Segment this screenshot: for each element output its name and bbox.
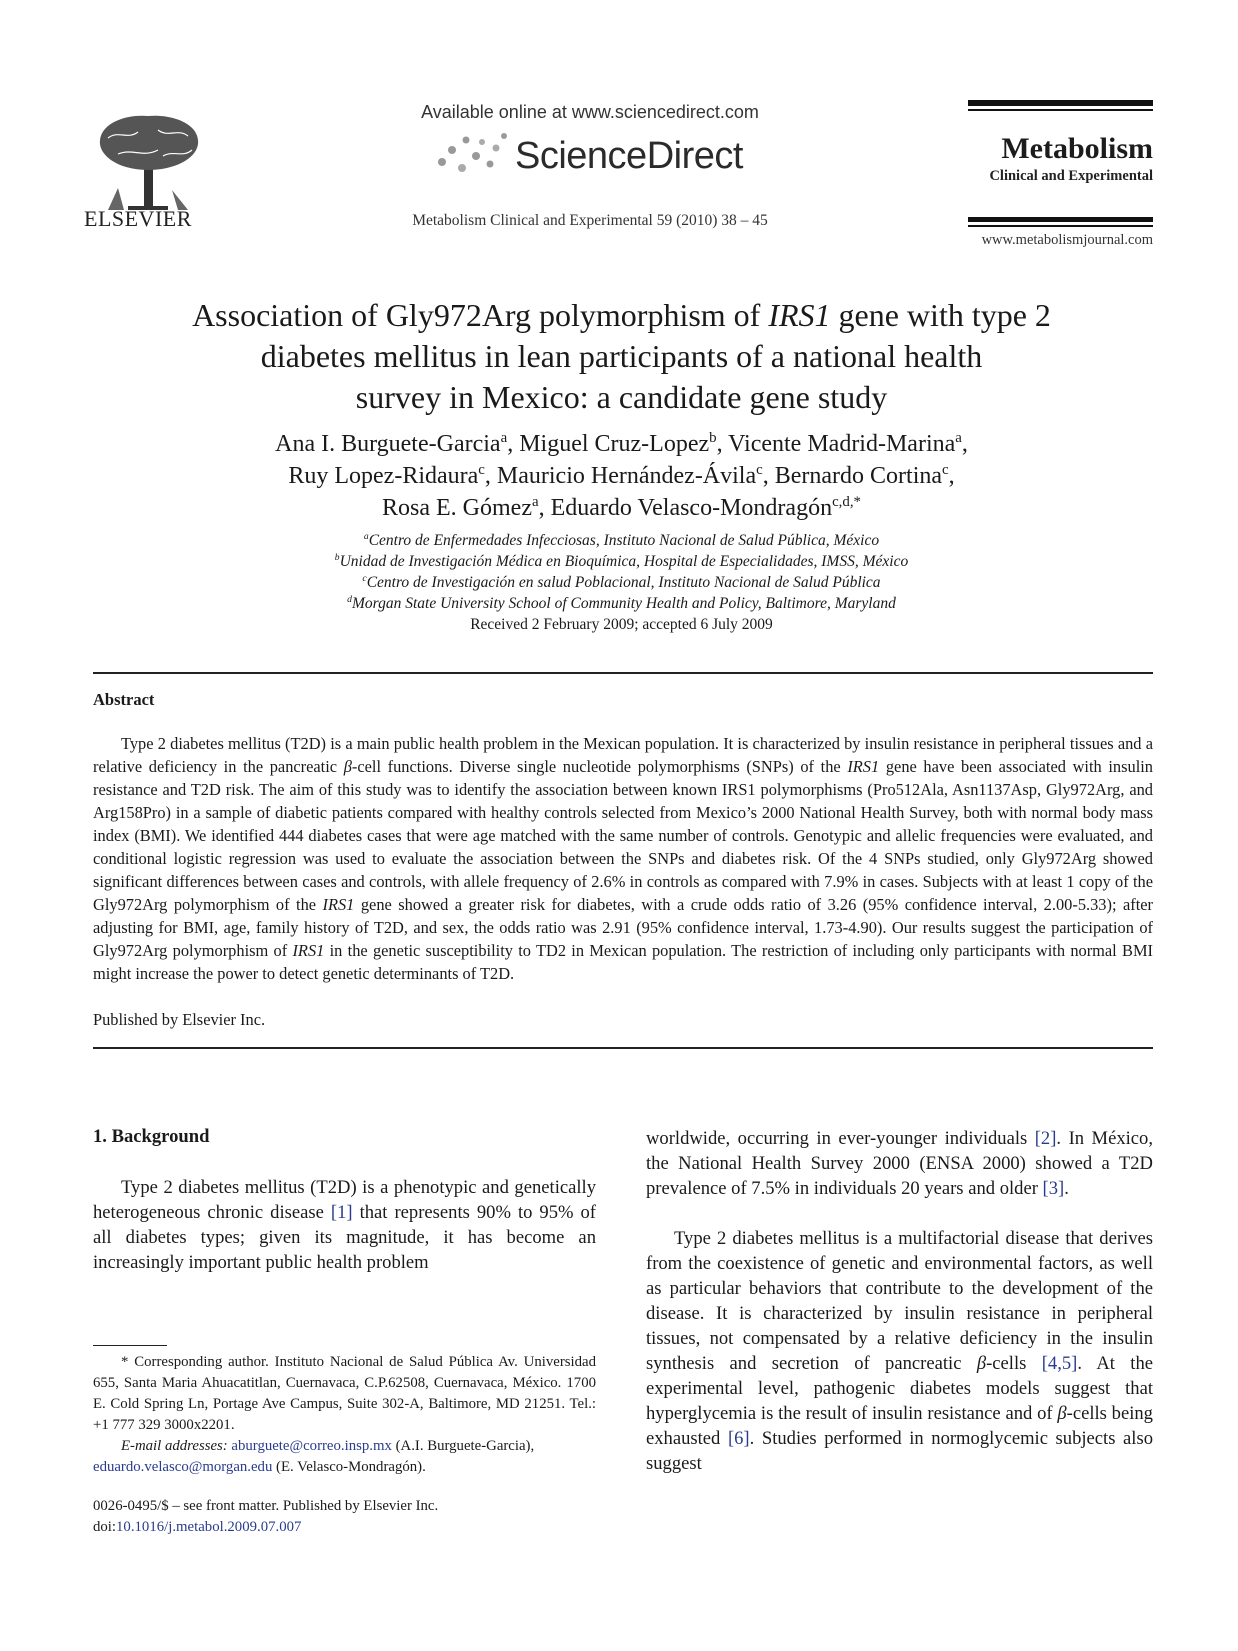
body-paragraph: worldwide, occurring in ever-younger individuals [2]. In México, the National Health Survey 2000 (ENSA 2000) showed a T2D prevalence of 7.5% in individuals 20 years and older [3]. xyxy=(646,1128,1153,1199)
front-matter xyxy=(93,1496,438,1538)
doi-line: doi:10.1016/j.metabol.2009.07.007 xyxy=(93,1519,302,1535)
email-link[interactable]: eduardo.velasco@morgan.edu xyxy=(93,1459,273,1475)
affiliation: $^b$Unidad de Investigación Médica en Bioquímica, Hospital de Especialidades, IMSS, México xyxy=(334,551,909,570)
corresponding-author-note: * Corresponding author. Instituto Nacional de Salud Pública Av. Universidad 655, Santa Maria Ahuacatitlan, Cuernavaca, C.P.62508, Cuernavaca, México. 1700 E. Cold Spring Ln, Portage Ave Campus, Suite 302-A, Baltimore, MD 21251. Tel.: +1 777 329 3000x2201. xyxy=(93,1354,596,1433)
journal-rule xyxy=(968,217,1153,222)
abstract-text: Type 2 diabetes mellitus (T2D) is a main public health problem in the Mexican population. It is characterized by insulin resistance in peripheral tissues and a relative deficiency in the pancreatic β-cell functions. Diverse single nucleotide polymorphisms (SNPs) of the IRS1 gene have been associated with insulin resistance and T2D risk. The aim of this study was to identify the association between known IRS1 polymorphisms (Pro512Ala, Asn1137Asp, Gly972Arg, and Arg158Pro) in a sample of diabetic patients compared with healthy controls selected from Mexico’s 2000 National Health Survey, both with normal body mass index (BMI). We identified 444 diabetes cases that were age matched with the same number of controls. Genotypic and allelic frequencies were evaluated, and conditional logistic regression was used to evaluate the association between the SNPs and diabetes risk. Of the 4 SNPs studied, only Gly972Arg showed significant differences between cases and controls, with allele frequency of 2.6% in controls as compared with 7.9% in cases. Subjects with at least 1 copy of the Gly972Arg polymorphism of the IRS1 gene showed a greater risk for diabetes, with a crude odds ratio of 3.26 (95% confidence interval, 2.00-5.33); after adjusting for BMI, age, family history of T2D, and sex, the odds ratio was 2.91 (95% confidence interval, 1.73-4.90). Our results suggest the participation of Gly972Arg polymorphism of IRS1 in the genetic susceptibility to TD2 in Mexican population. The restriction of including only participants with normal BMI might increase the power to detect genetic determinants of T2D. xyxy=(93,734,1154,983)
body-paragraph: Type 2 diabetes mellitus (T2D) is a phenotypic and genetically heterogeneous chronic disease [1] that represents 90% to 95% of all diabetes types; given its magnitude, it has become an increasingly important public health problem xyxy=(93,1177,597,1273)
citation-link[interactable]: [4,5] xyxy=(1041,1353,1078,1374)
section-rule xyxy=(93,672,1153,674)
footnote-rule xyxy=(93,1345,167,1346)
affiliation: $^d$Morgan State University School of Community Health and Policy, Baltimore, Maryland xyxy=(347,593,896,612)
author: Bernardo Cortina xyxy=(774,463,943,489)
section-rule xyxy=(93,1047,1153,1049)
issn-line: 0026-0495/$ – see front matter. Published by Elsevier Inc. xyxy=(93,1498,439,1514)
available-online-text: Available online at www.sciencedirect.com xyxy=(421,102,759,122)
journal-url[interactable]: www.metabolismjournal.com xyxy=(981,232,1153,248)
author: Miguel Cruz-Lopez xyxy=(519,431,710,457)
author: Mauricio Hernández-Ávila xyxy=(496,463,757,489)
journal-subtitle: Clinical and Experimental xyxy=(989,168,1153,184)
elsevier-wordmark: ELSEVIER xyxy=(84,206,192,231)
journal-rule xyxy=(968,225,1153,227)
email-addresses: E-mail addresses: aburguete@correo.insp.mx (A.I. Burguete-Garcia), eduardo.velasco@morgan.edu (E. Velasco-Mondragón). xyxy=(93,1438,535,1475)
abstract-publisher: Published by Elsevier Inc. xyxy=(93,1010,266,1029)
author: Vicente Madrid-Marina xyxy=(728,431,956,457)
author: Ruy Lopez-Ridaura xyxy=(288,463,479,489)
received-dates: Received 2 February 2009; accepted 6 July 2009 xyxy=(470,616,773,633)
affiliation: $^c$Centro de Investigación en salud Poblacional, Instituto Nacional de Salud Pública xyxy=(362,572,881,591)
body-paragraph: Type 2 diabetes mellitus is a multifactorial disease that derives from the coexistence of genetic and environmental factors, as well as particular behaviors that contribute to the development of the disease. It is characterized by insulin resistance in peripheral tissues, not compensated by a relative deficiency in the insulin synthesis and secretion of pancreatic β-cells [4,5]. At the experimental level, pathogenic diabetes models suggest that hyperglycemia is the result of insulin resistance and of β-cells being exhausted [6]. Studies performed in normoglycemic subjects also suggest xyxy=(646,1228,1153,1474)
abstract-heading: Abstract xyxy=(93,690,155,709)
journal-reference: Metabolism Clinical and Experimental 59 (2010) 38 – 45 xyxy=(412,212,768,229)
article-title: Association of Gly972Arg polymorphism of IRS1 gene with type 2 diabetes mellitus in lean participants of a national health survey in Mexico: a candidate gene study xyxy=(192,297,1051,415)
citation-link[interactable]: [6] xyxy=(727,1428,750,1449)
email-link[interactable]: aburguete@correo.insp.mx xyxy=(231,1438,392,1454)
affiliation: $^a$Centro de Enfermedades Infecciosas, Instituto Nacional de Salud Pública, México xyxy=(363,530,880,549)
author: Eduardo Velasco-Mondragón xyxy=(550,495,833,521)
affiliation-list xyxy=(90,530,1153,614)
citation-link[interactable]: [3] xyxy=(1042,1178,1065,1199)
doi-link[interactable]: 10.1016/j.metabol.2009.07.007 xyxy=(116,1519,302,1535)
journal-rule xyxy=(968,109,1153,111)
author-list: Ana I. Burguete-Garcia$^a$, Miguel Cruz-Lopez$^b$, Vicente Madrid-Marina$^a$, Ruy Lopez-Ridaura$^c$, Mauricio Hernández-Ávila$^c$, Bernardo Cortina$^c$, Rosa E. Gómez$^a$, Eduardo Velasco-Mondragón$^{c,d,*}$ xyxy=(275,430,968,521)
author: Ana I. Burguete-Garcia xyxy=(275,431,501,457)
journal-title: Metabolism xyxy=(1001,132,1153,165)
journal-rule xyxy=(968,100,1153,106)
section-heading: 1. Background xyxy=(93,1126,210,1147)
citation-link[interactable]: [1] xyxy=(330,1202,353,1223)
author: Rosa E. Gómez xyxy=(382,495,532,521)
sciencedirect-wordmark: ScienceDirect xyxy=(515,135,743,177)
citation-link[interactable]: [2] xyxy=(1034,1128,1057,1149)
